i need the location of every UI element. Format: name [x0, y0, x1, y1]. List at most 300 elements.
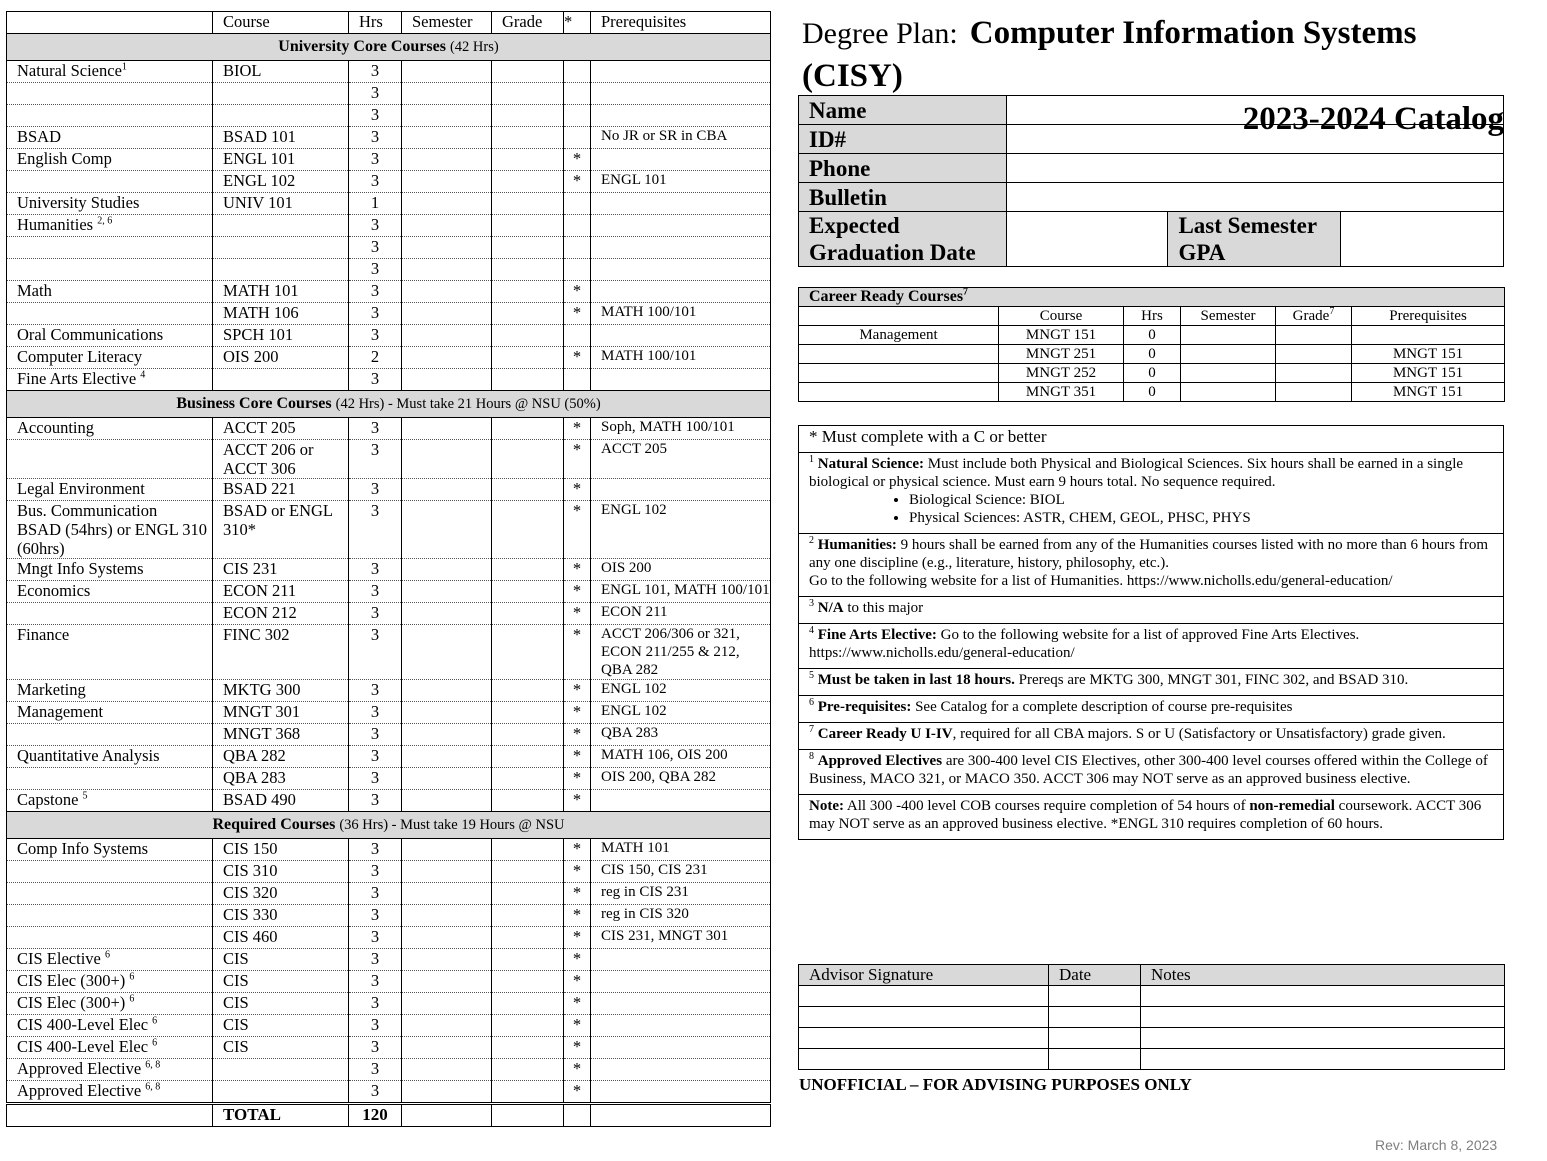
area-cell — [7, 724, 213, 746]
course-code-cell: CIS — [213, 971, 349, 993]
area-cell: CIS 400-Level Elec $^6$ — [7, 1037, 213, 1059]
c-required-marker — [564, 259, 591, 281]
name-label: Name — [799, 96, 1007, 125]
career-grade[interactable] — [1276, 383, 1352, 402]
must-complete-note: * Must complete with a C or better — [799, 426, 1504, 453]
semester-cell[interactable] — [402, 127, 492, 149]
signature-cell[interactable] — [799, 1007, 1049, 1028]
grade-cell[interactable] — [492, 1081, 564, 1104]
prerequisite-cell: ENGL 102 — [591, 680, 771, 702]
bulletin-label: Bulletin — [799, 183, 1007, 212]
footnotes-table — [798, 425, 1504, 840]
hours-cell: 3 — [349, 1015, 402, 1037]
grade-cell[interactable] — [492, 61, 564, 83]
date-cell[interactable] — [1049, 1049, 1141, 1070]
grade-cell[interactable] — [492, 127, 564, 149]
course-table — [6, 11, 771, 1127]
area-cell: Accounting — [7, 418, 213, 440]
total-blank — [564, 1104, 591, 1127]
area-cell — [7, 603, 213, 625]
career-prereq — [1352, 326, 1505, 345]
grade-cell[interactable] — [492, 1037, 564, 1059]
total-row — [7, 1104, 771, 1127]
c-required-marker: * — [564, 1081, 591, 1104]
course-row — [7, 625, 771, 680]
signature-cell[interactable] — [799, 986, 1049, 1007]
notes-cell[interactable] — [1141, 1028, 1505, 1049]
graduation-label: Expected Graduation Date — [799, 212, 1007, 267]
career-course: MNGT 252 — [999, 364, 1124, 383]
hours-cell: 3 — [349, 61, 402, 83]
semester-cell[interactable] — [402, 581, 492, 603]
grade-cell[interactable] — [492, 746, 564, 768]
c-required-marker: * — [564, 149, 591, 171]
hours-cell: 3 — [349, 105, 402, 127]
course-row — [7, 347, 771, 369]
hours-cell: 3 — [349, 680, 402, 702]
prerequisite-cell — [591, 193, 771, 215]
grade-cell[interactable] — [492, 603, 564, 625]
semester-cell[interactable] — [402, 861, 492, 883]
semester-cell[interactable] — [402, 603, 492, 625]
area-cell: Natural Science$^1$ — [7, 61, 213, 83]
semester-cell[interactable] — [402, 971, 492, 993]
course-code-cell: CIS — [213, 993, 349, 1015]
hours-cell: 3 — [349, 839, 402, 861]
prerequisite-cell — [591, 971, 771, 993]
grade-cell[interactable] — [492, 83, 564, 105]
career-ready-table — [798, 287, 1505, 402]
prerequisite-cell — [591, 259, 771, 281]
grade-cell[interactable] — [492, 839, 564, 861]
semester-cell[interactable] — [402, 949, 492, 971]
grade-cell[interactable] — [492, 971, 564, 993]
career-header-row: Course Hrs Semester Grade$^7$ Prerequisites — [799, 307, 1505, 326]
signature-cell[interactable] — [799, 1049, 1049, 1070]
course-row — [7, 127, 771, 149]
notes-header: Notes — [1141, 965, 1505, 986]
course-row — [7, 790, 771, 812]
semester-cell[interactable] — [402, 440, 492, 479]
course-code-cell: MATH 101 — [213, 281, 349, 303]
prerequisite-cell: ENGL 102 — [591, 702, 771, 724]
prerequisite-cell: ENGL 101, MATH 100/101 — [591, 581, 771, 603]
total-blank — [7, 1104, 213, 1127]
area-cell: Legal Environment — [7, 479, 213, 501]
semester-cell[interactable] — [402, 883, 492, 905]
prerequisite-cell: No JR or SR in CBA — [591, 127, 771, 149]
hours-cell: 3 — [349, 440, 402, 479]
c-required-marker: * — [564, 839, 591, 861]
grade-cell[interactable] — [492, 105, 564, 127]
course-row — [7, 861, 771, 883]
hours-cell: 3 — [349, 418, 402, 440]
career-semester[interactable] — [1181, 383, 1276, 402]
semester-cell[interactable] — [402, 1015, 492, 1037]
c-required-marker: * — [564, 1037, 591, 1059]
semester-cell[interactable] — [402, 83, 492, 105]
hours-cell: 3 — [349, 746, 402, 768]
hours-cell: 3 — [349, 259, 402, 281]
hours-cell: 3 — [349, 927, 402, 949]
semester-cell[interactable] — [402, 1059, 492, 1081]
course-row — [7, 149, 771, 171]
hours-cell: 2 — [349, 347, 402, 369]
grade-cell[interactable] — [492, 724, 564, 746]
notes-cell[interactable] — [1141, 1049, 1505, 1070]
course-code-cell: MNGT 301 — [213, 702, 349, 724]
grade-cell[interactable] — [492, 680, 564, 702]
course-row — [7, 237, 771, 259]
hours-cell: 3 — [349, 369, 402, 391]
c-required-marker: * — [564, 861, 591, 883]
course-row — [7, 702, 771, 724]
area-cell: Approved Elective $^{6, 8}$ — [7, 1081, 213, 1104]
semester-cell[interactable] — [402, 746, 492, 768]
c-required-marker: * — [564, 559, 591, 581]
col-area-header — [7, 12, 213, 34]
course-code-cell: CIS 310 — [213, 861, 349, 883]
career-row — [799, 364, 1505, 383]
name-field[interactable] — [1006, 96, 1503, 125]
career-course: MNGT 351 — [999, 383, 1124, 402]
prerequisite-cell: ACCT 206/306 or 321, ECON 211/255 & 212, QBA 282 — [591, 625, 771, 680]
general-note: Note: All 300 -400 level COB courses require completion of 54 hours of non-remedial coursework. ACCT 306 may NOT serve as an approved business elective. *ENGL 310 requires completion of 60 hours. — [799, 795, 1504, 840]
career-area — [799, 345, 999, 364]
course-row — [7, 603, 771, 625]
phone-label: Phone — [799, 154, 1007, 183]
career-course: MNGT 251 — [999, 345, 1124, 364]
semester-cell[interactable] — [402, 905, 492, 927]
career-semester[interactable] — [1181, 345, 1276, 364]
course-row — [7, 440, 771, 479]
grade-cell[interactable] — [492, 237, 564, 259]
grade-cell[interactable] — [492, 625, 564, 680]
area-cell: Quantitative Analysis — [7, 746, 213, 768]
course-code-cell: BIOL — [213, 61, 349, 83]
total-blank — [591, 1104, 771, 1127]
semester-cell[interactable] — [402, 479, 492, 501]
prerequisite-cell — [591, 83, 771, 105]
c-required-marker: * — [564, 1059, 591, 1081]
course-code-cell — [213, 105, 349, 127]
area-cell: Mngt Info Systems — [7, 559, 213, 581]
area-cell — [7, 861, 213, 883]
area-cell: BSAD — [7, 127, 213, 149]
semester-cell[interactable] — [402, 559, 492, 581]
signature-cell[interactable] — [799, 1028, 1049, 1049]
grade-cell[interactable] — [492, 905, 564, 927]
note-6: $^6$ Pre-requisites: See Catalog for a complete description of course pre-requisites — [799, 696, 1504, 723]
grade-cell[interactable] — [492, 768, 564, 790]
prerequisite-cell — [591, 215, 771, 237]
semester-cell[interactable] — [402, 149, 492, 171]
c-required-marker: * — [564, 171, 591, 193]
note-2: $^2$ Humanities: 9 hours shall be earned from any of the Humanities courses listed with no more than 6 hours from any one discipline (e.g., literature, history, philosophy, etc.). Go to the following website for a list of Humanities. https://www.nicholls.edu/general-education/ — [799, 534, 1504, 597]
prerequisite-cell: MATH 106, OIS 200 — [591, 746, 771, 768]
prerequisite-cell: reg in CIS 231 — [591, 883, 771, 905]
area-cell: Fine Arts Elective $^4$ — [7, 369, 213, 391]
grade-cell[interactable] — [492, 215, 564, 237]
prerequisite-cell: ACCT 205 — [591, 440, 771, 479]
course-row — [7, 105, 771, 127]
c-required-marker: * — [564, 883, 591, 905]
c-required-marker — [564, 127, 591, 149]
grade-cell[interactable] — [492, 418, 564, 440]
semester-cell[interactable] — [402, 839, 492, 861]
area-cell: CIS Elec (300+) $^6$ — [7, 993, 213, 1015]
area-cell — [7, 883, 213, 905]
grade-cell[interactable] — [492, 193, 564, 215]
course-code-cell: QBA 283 — [213, 768, 349, 790]
area-cell — [7, 768, 213, 790]
course-code-cell: CIS — [213, 949, 349, 971]
hours-cell: 3 — [349, 501, 402, 559]
area-cell: Comp Info Systems — [7, 839, 213, 861]
area-cell — [7, 259, 213, 281]
advisor-table — [798, 964, 1505, 1070]
grade-cell[interactable] — [492, 440, 564, 479]
c-required-marker: * — [564, 949, 591, 971]
semester-cell[interactable] — [402, 105, 492, 127]
semester-cell[interactable] — [402, 215, 492, 237]
area-cell — [7, 171, 213, 193]
prerequisite-cell — [591, 1037, 771, 1059]
course-code-cell — [213, 1081, 349, 1104]
bulletin-field[interactable] — [1006, 183, 1503, 212]
c-required-marker: * — [564, 680, 591, 702]
hours-cell: 1 — [349, 193, 402, 215]
grade-cell[interactable] — [492, 259, 564, 281]
total-hours: 120 — [349, 1104, 402, 1127]
advisor-signature-header: Advisor Signature — [799, 965, 1049, 986]
course-code-cell: BSAD 490 — [213, 790, 349, 812]
revision-date: Rev: March 8, 2023 — [1375, 1137, 1498, 1153]
semester-cell[interactable] — [402, 1037, 492, 1059]
col-star-header: * — [564, 12, 591, 34]
semester-cell[interactable] — [402, 768, 492, 790]
course-row — [7, 746, 771, 768]
course-row — [7, 259, 771, 281]
required-courses-header-cell: Required Courses (36 Hrs) - Must take 19 Hours @ NSU — [7, 812, 771, 839]
date-cell[interactable] — [1049, 1028, 1141, 1049]
semester-cell[interactable] — [402, 501, 492, 559]
gpa-label: Last Semester GPA — [1168, 212, 1341, 267]
career-grade[interactable] — [1276, 326, 1352, 345]
career-semester[interactable] — [1181, 364, 1276, 383]
career-prereq: MNGT 151 — [1352, 383, 1505, 402]
note-5: $^5$ Must be taken in last 18 hours. Prereqs are MKTG 300, MNGT 301, FINC 302, and BSAD 310. — [799, 669, 1504, 696]
course-code-cell — [213, 83, 349, 105]
phone-field[interactable] — [1006, 154, 1503, 183]
course-code-cell: ACCT 206 or ACCT 306 — [213, 440, 349, 479]
prerequisite-cell: CIS 150, CIS 231 — [591, 861, 771, 883]
semester-cell[interactable] — [402, 237, 492, 259]
course-row — [7, 1059, 771, 1081]
grade-cell[interactable] — [492, 949, 564, 971]
university-core-header — [7, 34, 771, 61]
grade-cell[interactable] — [492, 993, 564, 1015]
course-row — [7, 325, 771, 347]
id-field[interactable] — [1006, 125, 1503, 154]
prerequisite-cell: MATH 101 — [591, 839, 771, 861]
prerequisite-cell — [591, 1015, 771, 1037]
semester-cell[interactable] — [402, 1081, 492, 1104]
area-cell: University Studies — [7, 193, 213, 215]
hours-cell: 3 — [349, 479, 402, 501]
semester-cell[interactable] — [402, 281, 492, 303]
grade-cell[interactable] — [492, 347, 564, 369]
grade-cell[interactable] — [492, 281, 564, 303]
grade-cell[interactable] — [492, 303, 564, 325]
area-cell: Management — [7, 702, 213, 724]
c-required-marker — [564, 105, 591, 127]
semester-cell[interactable] — [402, 625, 492, 680]
career-hours: 0 — [1124, 383, 1181, 402]
grade-cell[interactable] — [492, 501, 564, 559]
prerequisite-cell: ENGL 101 — [591, 171, 771, 193]
grade-cell[interactable] — [492, 325, 564, 347]
semester-cell[interactable] — [402, 193, 492, 215]
course-code-cell: BSAD 101 — [213, 127, 349, 149]
course-row — [7, 303, 771, 325]
course-row — [7, 281, 771, 303]
semester-cell[interactable] — [402, 680, 492, 702]
semester-cell[interactable] — [402, 418, 492, 440]
course-code-cell: QBA 282 — [213, 746, 349, 768]
area-cell: CIS Elective $^6$ — [7, 949, 213, 971]
prerequisite-cell — [591, 993, 771, 1015]
business-core-header — [7, 391, 771, 418]
grade-cell[interactable] — [492, 927, 564, 949]
area-cell: Bus. Communication BSAD (54hrs) or ENGL 310 (60hrs) — [7, 501, 213, 559]
grade-cell[interactable] — [492, 790, 564, 812]
hours-cell: 3 — [349, 905, 402, 927]
c-required-marker: * — [564, 440, 591, 479]
career-grade[interactable] — [1276, 345, 1352, 364]
semester-cell[interactable] — [402, 171, 492, 193]
hours-cell: 3 — [349, 625, 402, 680]
total-blank — [492, 1104, 564, 1127]
semester-cell[interactable] — [402, 369, 492, 391]
course-row — [7, 193, 771, 215]
area-cell: Economics — [7, 581, 213, 603]
student-info-table — [798, 95, 1504, 267]
course-code-cell: BSAD 221 — [213, 479, 349, 501]
course-row — [7, 927, 771, 949]
course-code-cell — [213, 259, 349, 281]
notes-cell[interactable] — [1141, 986, 1505, 1007]
area-cell — [7, 440, 213, 479]
gpa-field[interactable] — [1341, 212, 1504, 267]
course-code-cell: BSAD or ENGL 310* — [213, 501, 349, 559]
hours-cell: 3 — [349, 237, 402, 259]
catalog-year: 2023-2024 Catalog — [1242, 101, 1504, 137]
c-required-marker — [564, 369, 591, 391]
grade-cell[interactable] — [492, 1015, 564, 1037]
date-cell[interactable] — [1049, 1007, 1141, 1028]
course-row — [7, 559, 771, 581]
grade-cell[interactable] — [492, 171, 564, 193]
graduation-field[interactable] — [1006, 212, 1168, 267]
course-code-cell: ENGL 102 — [213, 171, 349, 193]
career-row — [799, 383, 1505, 402]
note-7: $^7$ Career Ready U I-IV, required for all CBA majors. S or U (Satisfactory or Unsatisfactory) grade given. — [799, 723, 1504, 750]
hours-cell: 3 — [349, 1081, 402, 1104]
career-grade[interactable] — [1276, 364, 1352, 383]
course-code-cell: OIS 200 — [213, 347, 349, 369]
career-semester[interactable] — [1181, 326, 1276, 345]
c-required-marker — [564, 61, 591, 83]
area-cell — [7, 905, 213, 927]
grade-cell[interactable] — [492, 369, 564, 391]
semester-cell[interactable] — [402, 61, 492, 83]
semester-cell[interactable] — [402, 927, 492, 949]
hours-cell: 3 — [349, 768, 402, 790]
semester-cell[interactable] — [402, 259, 492, 281]
course-code-cell — [213, 215, 349, 237]
notes-cell[interactable] — [1141, 1007, 1505, 1028]
area-cell: CIS Elec (300+) $^6$ — [7, 971, 213, 993]
career-row — [799, 345, 1505, 364]
hours-cell: 3 — [349, 215, 402, 237]
note-8: $^8$ Approved Electives are 300-400 level CIS Electives, other 300-400 level courses offered within the College of Business, MACO 321, or MACO 350. ACCT 306 may NOT serve as an approved business elective. — [799, 750, 1504, 795]
course-code-cell — [213, 237, 349, 259]
semester-cell[interactable] — [402, 724, 492, 746]
c-required-marker: * — [564, 724, 591, 746]
semester-cell[interactable] — [402, 702, 492, 724]
course-row — [7, 1015, 771, 1037]
course-code-cell: CIS 460 — [213, 927, 349, 949]
course-code-cell: UNIV 101 — [213, 193, 349, 215]
grade-cell[interactable] — [492, 559, 564, 581]
semester-cell[interactable] — [402, 303, 492, 325]
col-semester-header: Semester — [402, 12, 492, 34]
hours-cell: 3 — [349, 993, 402, 1015]
area-cell: Oral Communications — [7, 325, 213, 347]
course-row — [7, 971, 771, 993]
col-course-header: Course — [213, 12, 349, 34]
grade-cell[interactable] — [492, 581, 564, 603]
course-code-cell: CIS 150 — [213, 839, 349, 861]
unofficial-notice: UNOFFICIAL – FOR ADVISING PURPOSES ONLY — [799, 1075, 1192, 1094]
prerequisite-cell — [591, 237, 771, 259]
semester-cell[interactable] — [402, 325, 492, 347]
prerequisite-cell: QBA 283 — [591, 724, 771, 746]
date-cell[interactable] — [1049, 986, 1141, 1007]
career-ready-title: Career Ready Courses$^7$ — [799, 288, 1505, 307]
course-code-cell: MATH 106 — [213, 303, 349, 325]
semester-cell[interactable] — [402, 993, 492, 1015]
semester-cell[interactable] — [402, 347, 492, 369]
grade-cell[interactable] — [492, 883, 564, 905]
hours-cell: 3 — [349, 325, 402, 347]
grade-cell[interactable] — [492, 479, 564, 501]
hours-cell: 3 — [349, 724, 402, 746]
course-row — [7, 993, 771, 1015]
c-required-marker: * — [564, 347, 591, 369]
grade-cell[interactable] — [492, 1059, 564, 1081]
grade-cell[interactable] — [492, 149, 564, 171]
semester-cell[interactable] — [402, 790, 492, 812]
grade-cell[interactable] — [492, 702, 564, 724]
grade-cell[interactable] — [492, 861, 564, 883]
c-required-marker: * — [564, 971, 591, 993]
c-required-marker: * — [564, 501, 591, 559]
area-cell: Computer Literacy — [7, 347, 213, 369]
c-required-marker: * — [564, 746, 591, 768]
note-3: $^3$ N/A to this major — [799, 597, 1504, 624]
